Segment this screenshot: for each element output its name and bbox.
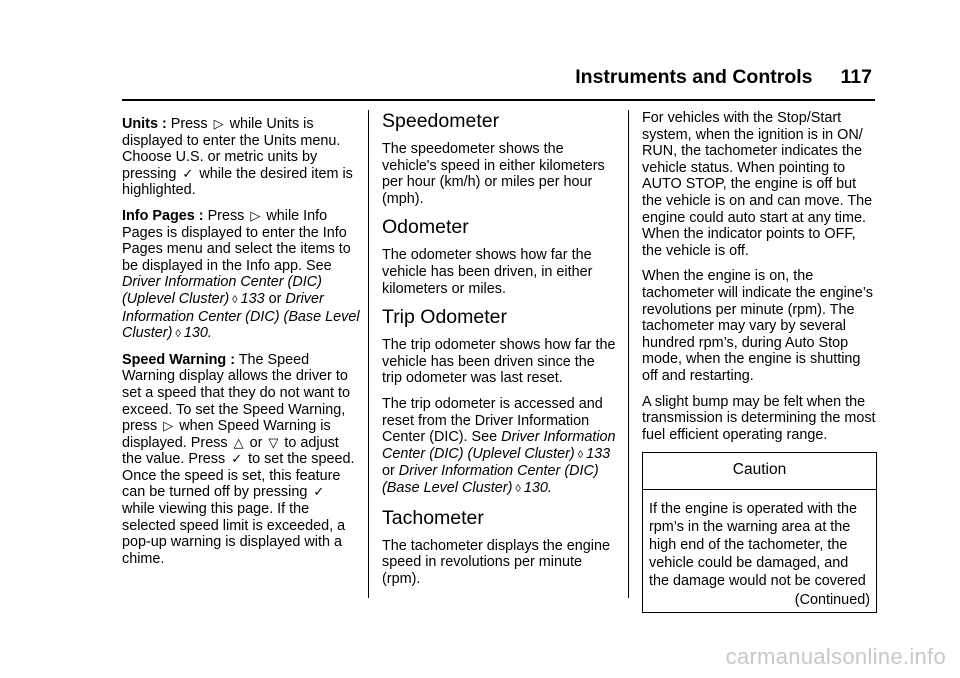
column-divider: [628, 110, 629, 598]
checkmark-icon: ✓: [231, 451, 243, 467]
bump-paragraph: A slight bump may be felt when the transmission is determining the most fuel efficient operating range.: [642, 393, 876, 443]
column-1: [122, 116, 362, 576]
page-number: 117: [840, 66, 872, 88]
triangle-right-icon: ▷: [250, 207, 261, 223]
header-rule: [122, 99, 875, 101]
info-pages-label: Info Pages :: [122, 207, 204, 224]
cross-reference[interactable]: Driver Information Center (DIC) (Uplevel Cluster): [122, 274, 322, 307]
watermark: carmanualsonline.info: [725, 644, 946, 669]
speedometer-text: The speedometer shows the vehicle's speed in either kilometers per hour (km/h) or miles per hour (mph).: [382, 141, 605, 207]
engine-on-paragraph: When the engine is on, the tachometer will indicate the engine’s revolutions per minute (rpm). The tachometer may vary by several hundred rpm’s, during Auto Stop mode, when the engine is shutting off and restarting.: [642, 268, 873, 384]
checkmark-icon: ✓: [313, 484, 325, 500]
page-reference-icon: ◊: [232, 293, 238, 306]
info-pages-paragraph: Info Pages : Press ▷ while Info Pages is displayed to enter the Info Pages menu and select the items to be displayed in the Info app. See Driver Information Center (DIC) (Uplevel Cluster) ◊ 133 or Driver Information Center (DIC) (Base Level Cluster) ◊ 130.: [122, 207, 360, 342]
page-header: [575, 66, 872, 89]
odometer-heading: Odometer: [382, 216, 469, 239]
tachometer-heading: Tachometer: [382, 506, 484, 529]
triangle-right-icon: ▷: [213, 116, 224, 131]
cross-reference[interactable]: Driver Information Center (DIC) (Base Level Cluster): [122, 290, 360, 342]
trip-odometer-heading: Trip Odometer: [382, 306, 507, 329]
cross-reference[interactable]: Driver Information Center (DIC) (Base Level Cluster): [382, 463, 599, 496]
tachometer-text: The tachometer displays the engine speed in revolutions per minute (rpm).: [382, 537, 610, 587]
caution-continued: (Continued): [794, 591, 870, 608]
page-reference-icon: ◊: [577, 448, 584, 461]
units-paragraph: Units : Press ▷ while Units is displayed to enter the Units menu. Choose U.S. or metric units by pressing ✓ while the desired item is highlighted.: [122, 116, 353, 199]
down-arrow-icon: ▽: [268, 434, 279, 450]
section-title: Instruments and Controls: [575, 66, 813, 88]
trip-odometer-reset-text: The trip odometer is accessed and reset from the Driver Information Center (DIC). See Driver Information Center (DIC) (Uplevel Cluster) ◊ 133 or Driver Information Center (DIC) (Base Level Cluster) ◊ 130.: [382, 395, 616, 496]
cross-reference[interactable]: Driver Information Center (DIC) (Uplevel Cluster): [382, 429, 616, 462]
speed-warning-label: Speed Warning :: [122, 351, 235, 368]
speed-warning-paragraph: Speed Warning : The Speed Warning display allows the driver to set a speed that they do not want to exceed. To set the Speed Warning, press ▷ when Speed Warning is displayed. Press △ or ▽ to adjust the value. Press ✓ to set the speed. Once the speed is set, this feature can be turned off by pressing ✓ while viewing this page. If the selected speed limit is exceeded, a pop-up warning is displayed with a chime.: [122, 351, 355, 567]
stop-start-paragraph: For vehicles with the Stop/Start system, when the ignition is in ON/ RUN, the tachometer indicates the vehicle status. When pointing to AUTO STOP, the engine is off but the vehicle is on and can move. The engine could auto start at any time. When the indicator points to OFF, the vehicle is off.: [642, 110, 873, 259]
column-3: [642, 110, 877, 613]
caution-text: If the engine is operated with the rpm’s in the warning area at the high end of the tachometer, the vehicle could be damaged, and the damage would not be covered: [649, 500, 866, 589]
triangle-right-icon: ▷: [163, 418, 174, 434]
up-arrow-icon: △: [233, 434, 244, 450]
column-divider: [368, 110, 369, 598]
odometer-text: The odometer shows how far the vehicle has been driven, in either kilometers or miles.: [382, 247, 593, 297]
page-reference-icon: ◊: [175, 328, 181, 341]
checkmark-icon: ✓: [182, 165, 194, 181]
page-reference-icon: ◊: [515, 482, 521, 495]
column-2: [382, 110, 617, 596]
caution-box: [642, 452, 877, 613]
speedometer-heading: Speedometer: [382, 110, 500, 132]
trip-odometer-text: The trip odometer shows how far the vehicle has been driven since the trip odometer was last reset.: [382, 337, 616, 387]
caution-title: Caution: [643, 453, 876, 490]
units-label: Units :: [122, 116, 167, 132]
